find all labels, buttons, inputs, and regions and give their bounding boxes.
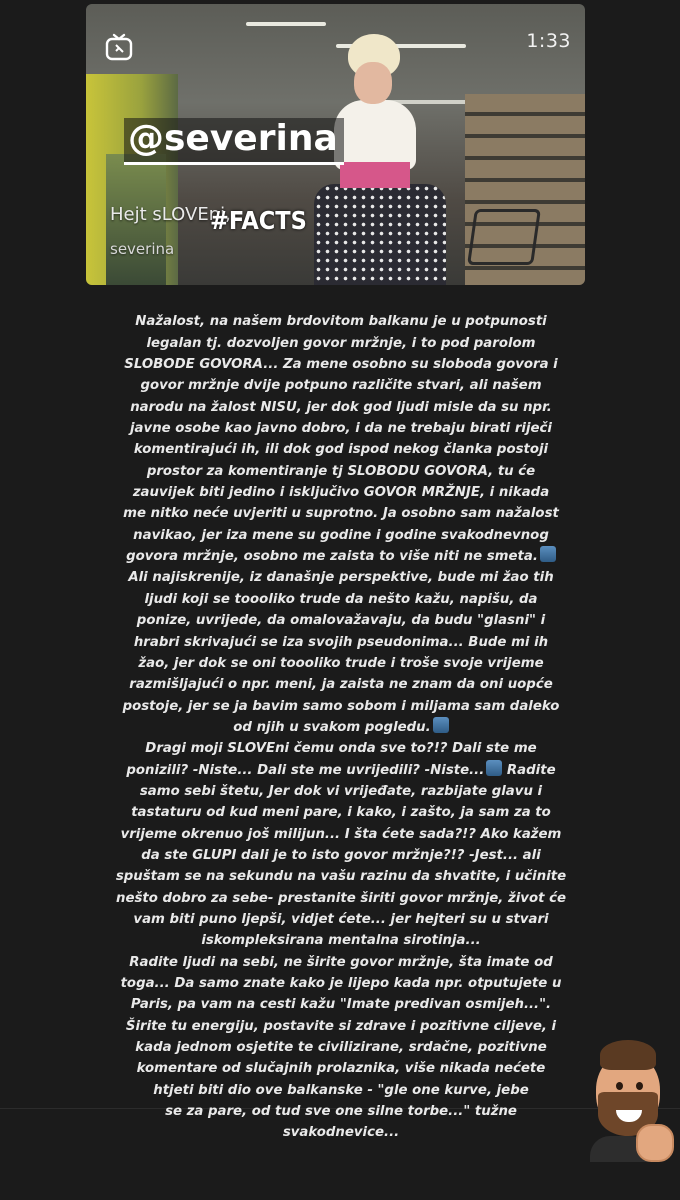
story-text (88, 290, 594, 1144)
story-paragraph: Dragi moji SLOVEni čemu onda sve to?!? Dali ste me ponizili? -Niste... Dali ste me uvrijedili? -Niste... (126, 741, 537, 778)
video-username: severina (110, 240, 175, 258)
pink-belt (340, 162, 410, 188)
video-title: Hejt sLOVEni, (110, 204, 231, 225)
mention-sticker[interactable]: @severina (124, 118, 344, 165)
polka-dot-skirt (314, 184, 446, 285)
shopping-cart (467, 209, 541, 265)
reading-person-emoji-icon (433, 717, 449, 733)
memoji-hair (600, 1040, 656, 1070)
divider (0, 1108, 680, 1109)
memoji-thumbs-up-icon[interactable] (580, 1040, 678, 1162)
hashtag-sticker[interactable]: #FACTS (210, 206, 307, 235)
reading-person-emoji-icon (486, 760, 502, 776)
story-paragraph: Radite samo sebi štetu, Jer dok vi vrijeđate, razbijate glavu i tastaturu od kud meni pare, i kako, i zašto, ja sam za to vrijeme okrenuo još milijun... I šta ćete sada?!? Ako kažem da ste GLUPI dali je to isto govor mržnje?!? -Jest... ali spuštam se na sekundu na vašu razinu da shvatite, i učinite nešto dobro za sebe- prestanite širiti govor mržnje, život će vam biti puno ljepši, vidjet ćete... jer hejteri su u stvari iskompleksirana mentalna sirotinja... Radite ljudi na sebi, ne širite govor mržnje, šta imate od toga... Da samo znate kako je lijepo kada npr. otputujete u Paris, pa vam na cesti kažu "Imate predivan osmijeh...". Širite tu energiju, postavite si zdrave i pozitivne ciljeve, i kada jednom osjetite te civilizirane, srdačne, pozitivne komentare od slučajnih prolaznika, više nikada nećete htjeti biti dio ove balkanske - "gle one kurve, jebe se za pare, od tud sve one silne torbe..." tužne svakodnevice... (115, 762, 567, 1141)
story-paragraph: Nažalost, na našem brdovitom balkanu je u potpunosti legalan tj. dozvoljen govor mržnje, i to pod parolom SLOBODE GOVORA... Za mene osobno su sloboda govora i govor mržnje dvije potpuno različite stvari, ali našem narodu na žalost NISU, jer dok god ljudi misle da su npr. javne osobe kao javno dobro, i da ne trebaju birati riječi komentirajući ih, ili dok god ispod nekog članka postoji prostor za komentiranje tj SLOBODU GOVORA, tu će zauvijek biti jedino i isključivo GOVOR MRŽNJE, i nikada me nitko neće uvjeriti u suprotno. Ja osobno sam nažalost navikao, jer iza mene su godine i godine svakodnevnog govora mržnje, osobno me zaista to više niti ne smeta. (123, 314, 559, 565)
reading-person-emoji-icon (540, 546, 556, 562)
face (354, 62, 392, 104)
white-top (334, 100, 416, 170)
memoji-eye (636, 1082, 643, 1090)
thumbs-up-icon (636, 1124, 674, 1162)
story-paragraph: Ali najiskrenije, iz današnje perspektive, bude mi žao tih ljudi koji se toooliko trude da nešto kažu, napišu, da ponize, uvrijede, da omalovažavaju, da budu "glasni" i hrabri skrivajući se iza svojih pseudonima... Bude mi ih žao, jer dok se oni toooliko trude i troše svoje vrijeme razmišljajući o npr. meni, ja zaista ne znam da oni uopće postoje, jer se ja bavim samo sobom i miljama sam daleko od njih u svakom pogledu. (122, 570, 560, 735)
memoji-eye (616, 1082, 623, 1090)
ceiling-light (246, 22, 326, 26)
igtv-icon (104, 32, 134, 62)
video-duration: 1:33 (526, 30, 571, 52)
